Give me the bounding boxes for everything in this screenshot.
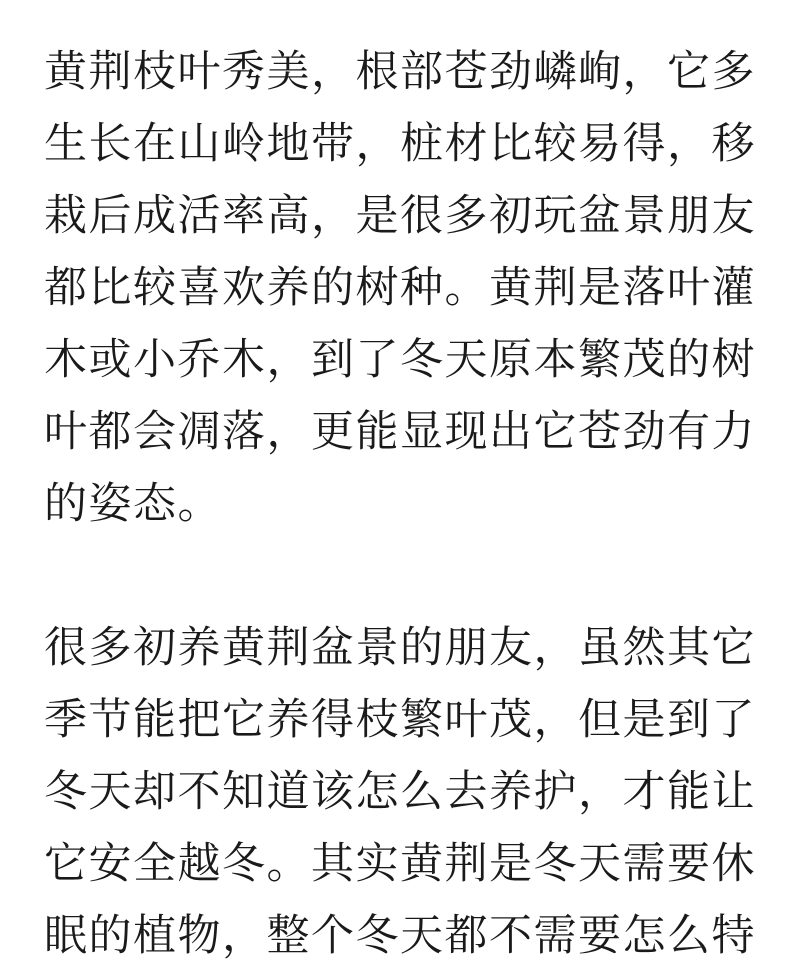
paragraph-1	[44, 36, 764, 540]
article-body	[44, 36, 764, 972]
text-line: 栽后成活率高，是很多初玩盆景朋友	[44, 191, 756, 241]
text-line: 的姿态。	[44, 479, 222, 529]
text-line: 很多初养黄荆盆景的朋友，虽然其它	[44, 623, 756, 673]
text-line: 木或小乔木，到了冬天原本繁茂的树	[44, 335, 756, 385]
text-line: 冬天却不知道该怎么去养护，才能让	[44, 767, 756, 817]
paragraph-2	[44, 612, 764, 972]
text-line: 生长在山岭地带，桩材比较易得，移	[44, 119, 756, 169]
text-line: 眠的植物，整个冬天都不需要怎么特	[44, 911, 756, 961]
text-line: 都比较喜欢养的树种。黄荆是落叶灌	[44, 263, 756, 313]
text-line: 黄荆枝叶秀美，根部苍劲嶙峋，它多	[44, 47, 756, 97]
text-line: 季节能把它养得枝繁叶茂，但是到了	[44, 695, 756, 745]
text-line: 叶都会凋落，更能显现出它苍劲有力	[44, 407, 756, 457]
text-line: 它安全越冬。其实黄荆是冬天需要休	[44, 839, 756, 889]
